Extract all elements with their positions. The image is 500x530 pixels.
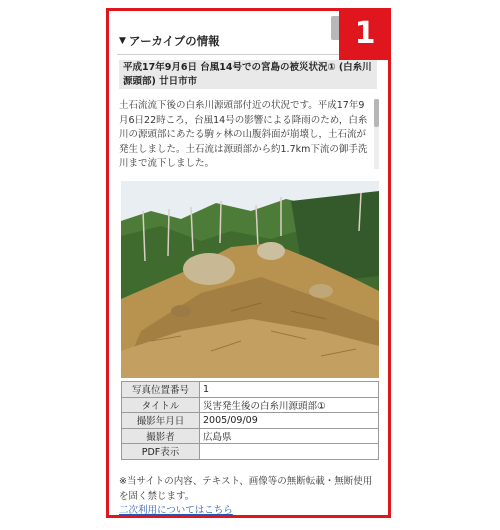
- table-row: [122, 413, 379, 429]
- step-number-badge: 1: [339, 8, 391, 60]
- table-row: [122, 397, 379, 413]
- table-value: 2005/09/09: [200, 413, 379, 429]
- description-scrollbar-thumb[interactable]: [374, 99, 379, 127]
- table-value: 災害発生後の白糸川源頭部①: [200, 397, 379, 413]
- landslide-photo: [121, 181, 379, 378]
- section-header-label: アーカイブの情報: [128, 34, 220, 48]
- archive-title: 平成17年9月6日 台風14号での宮島の被災状況① (白糸川源頭部) 廿日市市: [119, 60, 377, 89]
- triangle-down-icon: ▼: [119, 36, 126, 46]
- description-scrollbar[interactable]: [374, 99, 379, 169]
- pdf-link-cell[interactable]: [200, 444, 379, 460]
- archive-panel: [106, 8, 391, 518]
- table-key: PDF表示: [122, 444, 200, 460]
- table-row: [122, 444, 379, 460]
- photo-info-table: [121, 381, 379, 460]
- section-header[interactable]: [119, 33, 220, 49]
- copyright-notice: ※当サイトの内容、テキスト、画像等の無断転載・無断使用を固く禁じます。: [119, 476, 373, 502]
- table-key: 写真位置番号: [122, 382, 200, 398]
- archive-description: 土石流流下後の白糸川源頭部付近の状況です。平成17年9月6日22時ころ，台風14号の影響による降雨のため，白糸川の源頭部にあたる駒ヶ林の山腹斜面が崩壊し，土石流が発生しました。土石流は源頭部から約1.7km下流の御手洗川まで流下しました。: [119, 100, 368, 169]
- table-key: 撮影年月日: [122, 413, 200, 429]
- table-key: 撮影者: [122, 428, 200, 444]
- table-value: 広島県: [200, 428, 379, 444]
- secondary-use-link[interactable]: 二次利用についてはこちら: [119, 505, 233, 515]
- table-row: [122, 428, 379, 444]
- table-value: 1: [200, 382, 379, 398]
- table-row: [122, 382, 379, 398]
- table-key: タイトル: [122, 397, 200, 413]
